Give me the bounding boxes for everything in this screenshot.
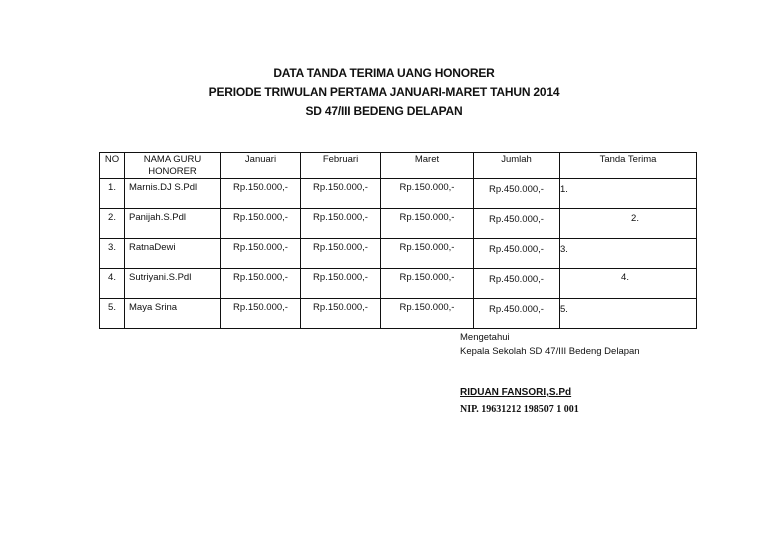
cell-no: 1.: [100, 179, 125, 209]
cell-february: Rp.150.000,-: [301, 299, 381, 329]
table-row: [100, 299, 697, 329]
principal-name: RIDUAN FANSORI,S.Pd: [460, 387, 572, 398]
acknowledgement-block: [460, 331, 640, 359]
cell-no: 2.: [100, 209, 125, 239]
cell-march: Rp.150.000,-: [381, 269, 474, 299]
cell-march: Rp.150.000,-: [381, 179, 474, 209]
cell-february: Rp.150.000,-: [301, 209, 381, 239]
cell-total: Rp.450.000,-: [474, 299, 560, 329]
cell-teacher-name: RatnaDewi: [125, 239, 221, 269]
cell-signature: [560, 209, 697, 239]
cell-no: 5.: [100, 299, 125, 329]
table-row: [100, 269, 697, 299]
cell-teacher-name: Panijah.S.Pdl: [125, 209, 221, 239]
title-line-1: DATA TANDA TERIMA UANG HONORER: [273, 66, 495, 80]
signature-number: 2.: [631, 213, 639, 224]
cell-january: Rp.150.000,-: [221, 299, 301, 329]
cell-no: 3.: [100, 239, 125, 269]
title-line-3: SD 47/III BEDENG DELAPAN: [305, 104, 463, 118]
cell-march: Rp.150.000,-: [381, 239, 474, 269]
cell-january: Rp.150.000,-: [221, 179, 301, 209]
col-header-total: Jumlah: [474, 153, 560, 179]
document-title: [0, 64, 768, 121]
cell-signature: [560, 239, 697, 269]
cell-teacher-name: Maya Srina: [125, 299, 221, 329]
table-row: [100, 239, 697, 269]
cell-march: Rp.150.000,-: [381, 299, 474, 329]
col-header-signature: Tanda Terima: [560, 153, 697, 179]
cell-february: Rp.150.000,-: [301, 239, 381, 269]
acknowledged-label: Mengetahui: [460, 332, 510, 343]
cell-no: 4.: [100, 269, 125, 299]
cell-january: Rp.150.000,-: [221, 239, 301, 269]
cell-signature: [560, 179, 697, 209]
col-header-name: NAMA GURU HONORER: [125, 153, 221, 179]
signature-number: 4.: [621, 272, 629, 283]
table-row: [100, 179, 697, 209]
col-header-january: Januari: [221, 153, 301, 179]
table-header-row: [100, 153, 697, 179]
col-header-february: Februari: [301, 153, 381, 179]
honorarium-table: [99, 152, 697, 329]
col-header-march: Maret: [381, 153, 474, 179]
cell-february: Rp.150.000,-: [301, 269, 381, 299]
title-line-2: PERIODE TRIWULAN PERTAMA JANUARI-MARET TAHUN 2014: [208, 85, 560, 99]
cell-total: Rp.450.000,-: [474, 269, 560, 299]
cell-signature: [560, 269, 697, 299]
cell-january: Rp.150.000,-: [221, 269, 301, 299]
cell-teacher-name: Marnis.DJ S.Pdl: [125, 179, 221, 209]
signature-number: 1.: [560, 184, 568, 195]
cell-signature: [560, 299, 697, 329]
signature-number: 5.: [560, 304, 568, 315]
cell-january: Rp.150.000,-: [221, 209, 301, 239]
cell-total: Rp.450.000,-: [474, 239, 560, 269]
cell-february: Rp.150.000,-: [301, 179, 381, 209]
signature-number: 3.: [560, 244, 568, 255]
cell-march: Rp.150.000,-: [381, 209, 474, 239]
col-header-no: NO: [100, 153, 125, 179]
cell-total: Rp.450.000,-: [474, 209, 560, 239]
cell-total: Rp.450.000,-: [474, 179, 560, 209]
cell-teacher-name: Sutriyani.S.Pdl: [125, 269, 221, 299]
table-row: [100, 209, 697, 239]
principal-position: Kepala Sekolah SD 47/III Bedeng Delapan: [460, 346, 640, 357]
principal-nip: NIP. 19631212 198507 1 001: [460, 404, 579, 415]
